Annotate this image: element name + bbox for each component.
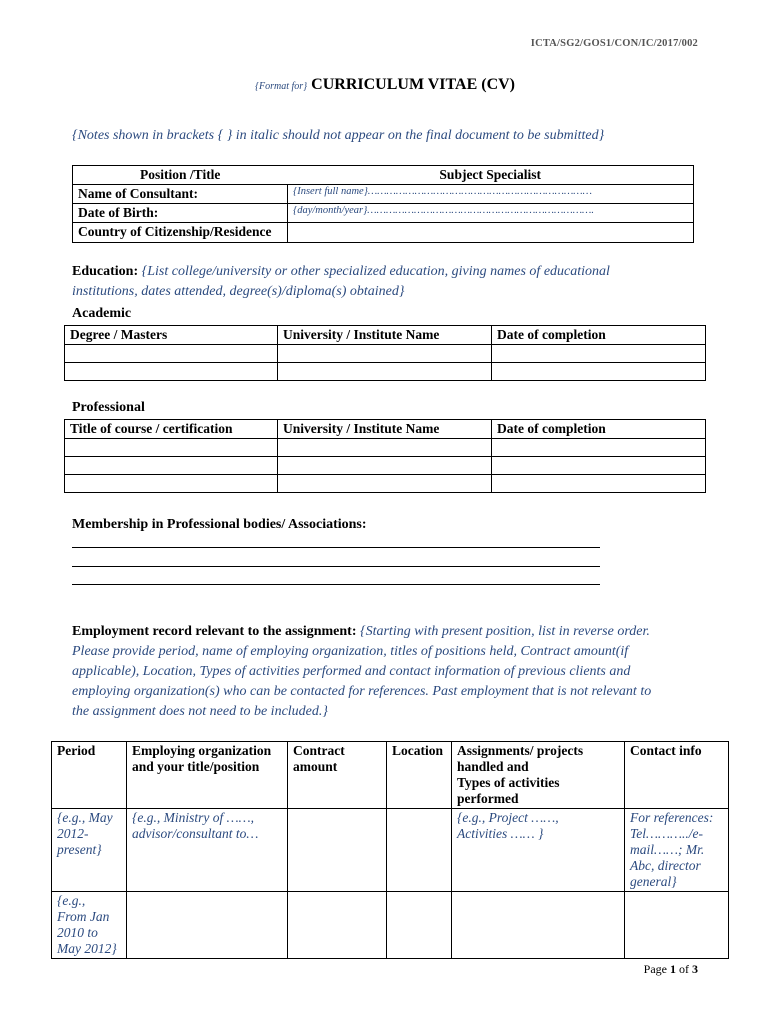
education-note-2: institutions, dates attended, degree(s)/diploma(s) obtained} (72, 284, 405, 299)
col-contract (288, 742, 387, 809)
row2-organization[interactable] (127, 892, 288, 959)
col-contract-line-2: amount (293, 759, 338, 774)
employment-table (51, 741, 729, 959)
page-title (0, 76, 770, 94)
personal-info-table (72, 165, 694, 243)
academic-table (64, 325, 706, 381)
employment-note-5: the assignment does not need to be included.} (72, 704, 328, 719)
employment-note-3: applicable), Location, Types of activities performed and contact information of previous clients and (72, 664, 631, 679)
table-cell[interactable] (65, 457, 278, 475)
membership-line-1[interactable] (72, 547, 600, 548)
col-assignments-line-1: Assignments/ projects (457, 743, 584, 758)
academic-col-degree: Degree / Masters (65, 326, 278, 345)
country-value (288, 223, 694, 243)
table-row (65, 345, 706, 363)
col-organization (127, 742, 288, 809)
table-cell[interactable] (65, 363, 278, 381)
dob-label: Date of Birth: (73, 204, 288, 223)
col-contact: Contact info (625, 742, 729, 809)
education-heading: Education: (72, 264, 139, 279)
row1-period-line-1: {e.g., May (57, 810, 113, 825)
row1-contact-line-1: For references: (630, 810, 714, 825)
col-location: Location (387, 742, 452, 809)
table-cell[interactable] (65, 439, 278, 457)
professional-col-course: Title of course / certification (65, 420, 278, 439)
table-cell[interactable] (278, 475, 492, 493)
row1-period-line-3: present} (57, 842, 102, 857)
page-total: 3 (692, 962, 698, 976)
professional-table (64, 419, 706, 493)
consultant-name-placeholder: {Insert full name}……………………………………………………………… (293, 186, 592, 197)
row1-contact[interactable] (625, 809, 729, 892)
row1-period[interactable] (52, 809, 127, 892)
table-cell[interactable] (278, 457, 492, 475)
row1-assignments[interactable] (452, 809, 625, 892)
page-prefix: Page (643, 962, 670, 976)
title-main: CURRICULUM VITAE (CV) (311, 76, 516, 93)
row2-period-line-1: {e.g., (57, 893, 86, 908)
employment-heading: Employment record relevant to the assignment: (72, 624, 357, 639)
row2-period-line-2: From Jan (57, 909, 110, 924)
row2-period-line-3: 2010 to (57, 925, 98, 940)
row1-contact-line-5: general} (630, 874, 677, 889)
table-cell[interactable] (492, 457, 706, 475)
page-number (644, 962, 698, 977)
table-cell[interactable] (492, 439, 706, 457)
table-row (65, 457, 706, 475)
table-cell[interactable] (492, 345, 706, 363)
row2-period[interactable] (52, 892, 127, 959)
country-label: Country of Citizenship/Residence (73, 223, 288, 243)
table-cell[interactable] (492, 475, 706, 493)
table-cell[interactable] (65, 345, 278, 363)
col-organization-line-2: and your title/position (132, 759, 260, 774)
table-cell[interactable] (278, 363, 492, 381)
table-cell[interactable] (492, 363, 706, 381)
professional-heading: Professional (72, 400, 145, 415)
row1-assignments-line-2: Activities …… } (457, 826, 544, 841)
employment-intro (72, 622, 712, 722)
col-assignments-line-3: Types of activities (457, 775, 560, 790)
employment-note-1: {Starting with present position, list in reverse order. (360, 624, 650, 639)
table-row (65, 475, 706, 493)
education-intro (72, 262, 702, 302)
row1-contact-line-2: Tel………../e- (630, 826, 704, 841)
academic-col-date: Date of completion (492, 326, 706, 345)
position-value: Subject Specialist (288, 166, 694, 185)
row2-assignments[interactable] (452, 892, 625, 959)
row2-period-line-4: May 2012} (57, 941, 117, 956)
employment-note-2: Please provide period, name of employing organization, titles of positions held, Contract amount(if (72, 644, 629, 659)
membership-heading: Membership in Professional bodies/ Associations: (72, 517, 367, 532)
page-current: 1 (670, 962, 676, 976)
row1-contract[interactable] (288, 809, 387, 892)
row1-period-line-2: 2012- (57, 826, 89, 841)
academic-col-university: University / Institute Name (278, 326, 492, 345)
academic-heading: Academic (72, 306, 132, 321)
row1-contact-line-3: mail……; Mr. (630, 842, 705, 857)
col-assignments-line-2: handled and (457, 759, 529, 774)
membership-line-3[interactable] (72, 584, 600, 585)
brackets-note: {Notes shown in brackets { } in italic should not appear on the final document to be submitted} (72, 128, 605, 143)
table-row (65, 363, 706, 381)
format-note: {Format for} (254, 81, 308, 92)
col-organization-line-1: Employing organization (132, 743, 272, 758)
table-row (52, 809, 729, 892)
table-cell[interactable] (65, 475, 278, 493)
dob-value (288, 204, 694, 223)
table-cell[interactable] (278, 439, 492, 457)
table-row (65, 439, 706, 457)
row1-organization[interactable] (127, 809, 288, 892)
education-note-1: {List college/university or other specialized education, giving names of educational (141, 264, 610, 279)
employment-note-4: employing organization(s) who can be contacted for references. Past employment that is not relevant to (72, 684, 652, 699)
row2-location[interactable] (387, 892, 452, 959)
col-assignments (452, 742, 625, 809)
row1-assignments-line-1: {e.g., Project ……, (457, 810, 559, 825)
row2-contact[interactable] (625, 892, 729, 959)
consultant-name-label: Name of Consultant: (73, 185, 288, 204)
membership-line-2[interactable] (72, 566, 600, 567)
row1-organization-line-1: {e.g., Ministry of ……, (132, 810, 255, 825)
professional-col-date: Date of completion (492, 420, 706, 439)
table-cell[interactable] (278, 345, 492, 363)
col-assignments-line-4: performed (457, 791, 519, 806)
row1-location[interactable] (387, 809, 452, 892)
page-of: of (676, 962, 692, 976)
row1-organization-line-2: advisor/consultant to… (132, 826, 259, 841)
professional-col-university: University / Institute Name (278, 420, 492, 439)
row1-contact-line-4: Abc, director (630, 858, 701, 873)
document-reference: ICTA/SG2/GOS1/CON/IC/2017/002 (530, 38, 698, 49)
position-label: Position /Title (73, 166, 288, 185)
table-row (52, 892, 729, 959)
col-period: Period (52, 742, 127, 809)
consultant-name-value (288, 185, 694, 204)
row2-contract[interactable] (288, 892, 387, 959)
dob-placeholder: {day/month/year}………………………………………………………………. (293, 205, 594, 216)
col-contract-line-1: Contract (293, 743, 345, 758)
